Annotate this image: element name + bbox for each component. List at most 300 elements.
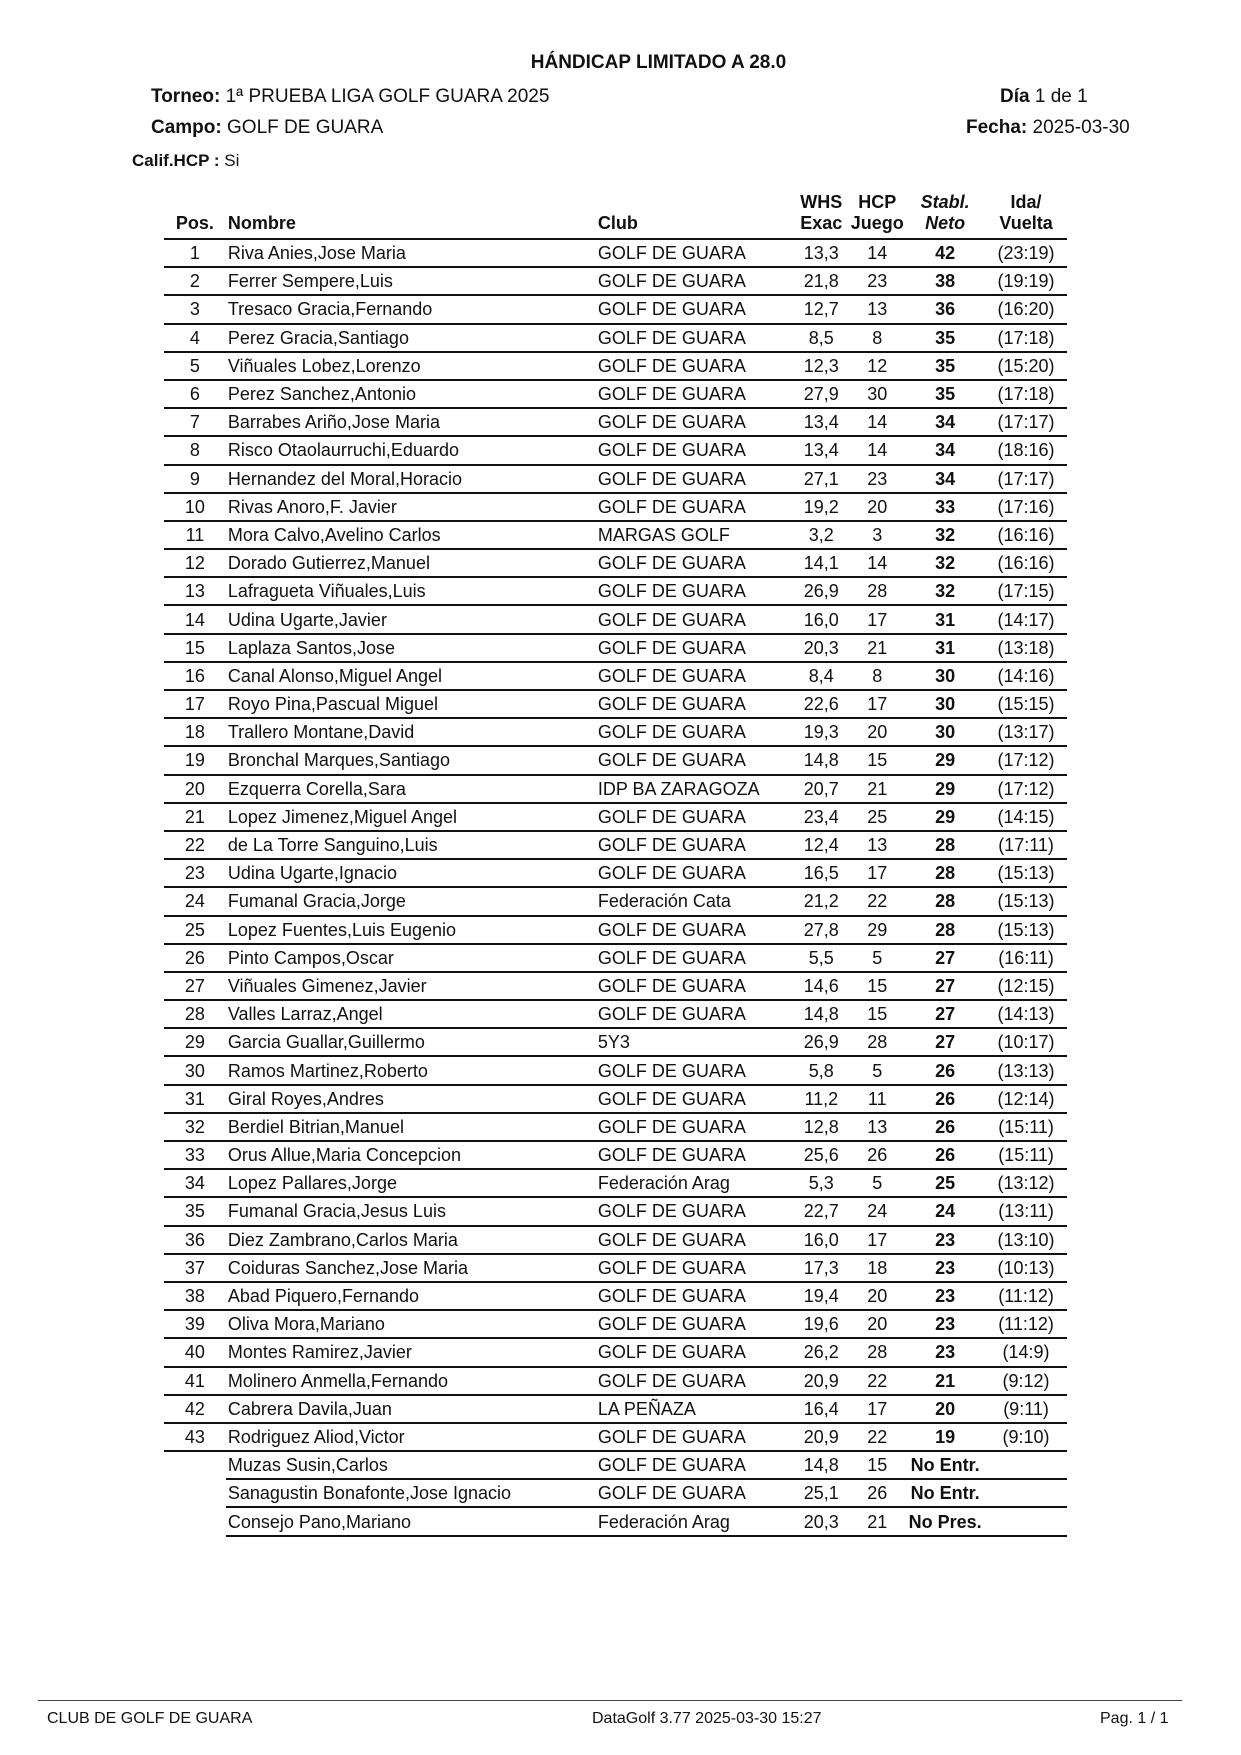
table-row (164, 465, 1067, 493)
cell-neto: 30 (905, 690, 985, 718)
cell-pos: 17 (164, 690, 226, 718)
cell-hcp: 15 (849, 746, 905, 774)
cell-pos: 4 (164, 324, 226, 352)
cell-whs: 26,2 (793, 1338, 849, 1366)
cell-neto: 26 (905, 1085, 985, 1113)
cell-club: GOLF DE GUARA (598, 465, 793, 493)
cell-ida: (12:14) (985, 1085, 1067, 1113)
cell-club: GOLF DE GUARA (598, 1310, 793, 1338)
cell-pos: 26 (164, 944, 226, 972)
fecha-row (966, 117, 1130, 139)
cell-neto: 26 (905, 1113, 985, 1141)
footer-divider (38, 1700, 1182, 1701)
cell-ida: (19:19) (985, 267, 1067, 295)
cell-pos: 35 (164, 1197, 226, 1225)
cell-club: GOLF DE GUARA (598, 1282, 793, 1310)
calif-label: Calif.HCP : (132, 151, 220, 170)
cell-pos: 27 (164, 972, 226, 1000)
cell-hcp: 5 (849, 944, 905, 972)
cell-ida: (16:16) (985, 549, 1067, 577)
cell-name: Lopez Jimenez,Miguel Angel (226, 803, 598, 831)
cell-ida: (10:13) (985, 1254, 1067, 1282)
cell-whs: 20,3 (793, 1507, 849, 1535)
cell-club: 5Y3 (598, 1028, 793, 1056)
cell-ida: (17:17) (985, 465, 1067, 493)
table-row (164, 1169, 1067, 1197)
table-row (164, 1254, 1067, 1282)
table-header-row (164, 181, 1067, 239)
cell-whs: 16,0 (793, 1226, 849, 1254)
cell-club: GOLF DE GUARA (598, 662, 793, 690)
cell-ida: (17:18) (985, 380, 1067, 408)
torneo-label: Torneo: (151, 86, 221, 107)
cell-neto: 27 (905, 944, 985, 972)
cell-neto: 27 (905, 1000, 985, 1028)
table-row (164, 549, 1067, 577)
cell-club: GOLF DE GUARA (598, 803, 793, 831)
cell-hcp: 20 (849, 718, 905, 746)
cell-name: Valles Larraz,Angel (226, 1000, 598, 1028)
cell-name: Berdiel Bitrian,Manuel (226, 1113, 598, 1141)
cell-neto: 25 (905, 1169, 985, 1197)
cell-neto: 20 (905, 1395, 985, 1423)
cell-whs: 23,4 (793, 803, 849, 831)
cell-hcp: 13 (849, 1113, 905, 1141)
cell-hcp: 26 (849, 1479, 905, 1507)
cell-hcp: 24 (849, 1197, 905, 1225)
cell-whs: 22,7 (793, 1197, 849, 1225)
cell-ida (985, 1451, 1067, 1479)
cell-club: Federación Arag (598, 1507, 793, 1535)
cell-hcp: 22 (849, 887, 905, 915)
table-row (164, 1338, 1067, 1366)
cell-hcp: 29 (849, 916, 905, 944)
cell-hcp: 17 (849, 605, 905, 633)
cell-neto: 35 (905, 352, 985, 380)
cell-club: IDP BA ZARAGOZA (598, 775, 793, 803)
cell-pos: 39 (164, 1310, 226, 1338)
campo-label: Campo: (151, 117, 222, 138)
cell-ida: (16:11) (985, 944, 1067, 972)
table-row (164, 775, 1067, 803)
cell-pos: 41 (164, 1367, 226, 1395)
cell-club: GOLF DE GUARA (598, 1056, 793, 1084)
table-row (164, 634, 1067, 662)
cell-ida: (15:20) (985, 352, 1067, 380)
cell-ida: (15:13) (985, 916, 1067, 944)
cell-neto: 32 (905, 577, 985, 605)
cell-neto: 32 (905, 521, 985, 549)
cell-hcp: 21 (849, 1507, 905, 1535)
results-body (164, 239, 1067, 1536)
table-row (164, 746, 1067, 774)
cell-neto: 30 (905, 718, 985, 746)
cell-hcp: 23 (849, 465, 905, 493)
cell-name: Lopez Pallares,Jorge (226, 1169, 598, 1197)
cell-hcp: 30 (849, 380, 905, 408)
cell-hcp: 5 (849, 1056, 905, 1084)
table-row (164, 1113, 1067, 1141)
cell-club: Federación Cata (598, 887, 793, 915)
cell-ida: (15:15) (985, 690, 1067, 718)
cell-ida: (13:11) (985, 1197, 1067, 1225)
cell-name: Royo Pina,Pascual Miguel (226, 690, 598, 718)
cell-club: GOLF DE GUARA (598, 605, 793, 633)
cell-pos: 3 (164, 295, 226, 323)
cell-hcp: 5 (849, 1169, 905, 1197)
cell-whs: 13,4 (793, 408, 849, 436)
cell-neto: 27 (905, 1028, 985, 1056)
cell-pos: 12 (164, 549, 226, 577)
cell-whs: 12,3 (793, 352, 849, 380)
campo-value: GOLF DE GUARA (227, 117, 384, 138)
cell-name: Orus Allue,Maria Concepcion (226, 1141, 598, 1169)
cell-pos: 13 (164, 577, 226, 605)
cell-ida: (13:18) (985, 634, 1067, 662)
cell-name: Udina Ugarte,Javier (226, 605, 598, 633)
cell-pos: 38 (164, 1282, 226, 1310)
table-row (164, 972, 1067, 1000)
cell-name: Lafragueta Viñuales,Luis (226, 577, 598, 605)
fecha-value: 2025-03-30 (1032, 117, 1130, 138)
dia-label: Día (1000, 86, 1030, 107)
cell-hcp: 17 (849, 1226, 905, 1254)
cell-whs: 5,5 (793, 944, 849, 972)
cell-ida: (14:16) (985, 662, 1067, 690)
cell-pos (164, 1507, 226, 1535)
cell-pos: 24 (164, 887, 226, 915)
table-row (164, 803, 1067, 831)
table-row (164, 1282, 1067, 1310)
table-row (164, 1056, 1067, 1084)
table-row (164, 1395, 1067, 1423)
cell-hcp: 20 (849, 493, 905, 521)
cell-name: Cabrera Davila,Juan (226, 1395, 598, 1423)
cell-club: GOLF DE GUARA (598, 324, 793, 352)
cell-whs: 13,4 (793, 436, 849, 464)
cell-neto: 28 (905, 887, 985, 915)
cell-name: Viñuales Lobez,Lorenzo (226, 352, 598, 380)
cell-hcp: 28 (849, 577, 905, 605)
cell-neto: 19 (905, 1423, 985, 1451)
cell-club: GOLF DE GUARA (598, 549, 793, 577)
table-row (164, 916, 1067, 944)
cell-club: GOLF DE GUARA (598, 634, 793, 662)
cell-whs: 21,2 (793, 887, 849, 915)
cell-pos: 33 (164, 1141, 226, 1169)
cell-whs: 14,1 (793, 549, 849, 577)
cell-name: Tresaco Gracia,Fernando (226, 295, 598, 323)
cell-pos: 21 (164, 803, 226, 831)
cell-name: Pinto Campos,Oscar (226, 944, 598, 972)
cell-pos: 8 (164, 436, 226, 464)
cell-neto: 26 (905, 1141, 985, 1169)
cell-whs: 20,3 (793, 634, 849, 662)
cell-neto: 29 (905, 775, 985, 803)
dia-row (1000, 86, 1088, 108)
table-row (164, 1000, 1067, 1028)
cell-ida: (13:12) (985, 1169, 1067, 1197)
table-row (164, 1310, 1067, 1338)
cell-whs: 12,8 (793, 1113, 849, 1141)
cell-hcp: 11 (849, 1085, 905, 1113)
cell-name: Udina Ugarte,Ignacio (226, 859, 598, 887)
cell-pos: 40 (164, 1338, 226, 1366)
cell-neto: 31 (905, 605, 985, 633)
cell-pos: 16 (164, 662, 226, 690)
cell-name: Coiduras Sanchez,Jose Maria (226, 1254, 598, 1282)
cell-hcp: 17 (849, 859, 905, 887)
cell-ida: (13:17) (985, 718, 1067, 746)
cell-neto: 30 (905, 662, 985, 690)
cell-neto: 29 (905, 803, 985, 831)
cell-hcp: 21 (849, 634, 905, 662)
cell-pos: 18 (164, 718, 226, 746)
cell-pos (164, 1479, 226, 1507)
cell-hcp: 14 (849, 239, 905, 267)
cell-whs: 19,3 (793, 718, 849, 746)
table-row (164, 944, 1067, 972)
table-row (164, 1451, 1067, 1479)
cell-ida: (17:12) (985, 746, 1067, 774)
cell-ida: (14:15) (985, 803, 1067, 831)
table-row (164, 605, 1067, 633)
table-row (164, 521, 1067, 549)
cell-whs: 8,4 (793, 662, 849, 690)
cell-ida: (15:11) (985, 1113, 1067, 1141)
cell-ida: (9:10) (985, 1423, 1067, 1451)
cell-pos: 20 (164, 775, 226, 803)
cell-name: Laplaza Santos,Jose (226, 634, 598, 662)
cell-name: Trallero Montane,David (226, 718, 598, 746)
cell-club: GOLF DE GUARA (598, 1000, 793, 1028)
cell-club: GOLF DE GUARA (598, 239, 793, 267)
cell-ida: (23:19) (985, 239, 1067, 267)
cell-neto: 38 (905, 267, 985, 295)
cell-ida: (11:12) (985, 1282, 1067, 1310)
cell-ida: (17:15) (985, 577, 1067, 605)
cell-whs: 25,1 (793, 1479, 849, 1507)
cell-hcp: 12 (849, 352, 905, 380)
table-row (164, 408, 1067, 436)
cell-hcp: 22 (849, 1423, 905, 1451)
cell-name: Canal Alonso,Miguel Angel (226, 662, 598, 690)
col-neto-header: Stabl. Neto (905, 181, 985, 239)
cell-hcp: 14 (849, 549, 905, 577)
cell-pos: 29 (164, 1028, 226, 1056)
cell-club: GOLF DE GUARA (598, 831, 793, 859)
cell-hcp: 17 (849, 1395, 905, 1423)
cell-pos: 43 (164, 1423, 226, 1451)
cell-pos: 34 (164, 1169, 226, 1197)
cell-hcp: 28 (849, 1338, 905, 1366)
cell-neto: 23 (905, 1282, 985, 1310)
cell-ida: (14:13) (985, 1000, 1067, 1028)
cell-whs: 5,8 (793, 1056, 849, 1084)
col-pos-header: Pos. (164, 181, 226, 239)
calif-value: Si (224, 151, 240, 170)
cell-pos: 22 (164, 831, 226, 859)
cell-neto: 42 (905, 239, 985, 267)
cell-name: Perez Gracia,Santiago (226, 324, 598, 352)
cell-neto: 26 (905, 1056, 985, 1084)
cell-pos: 28 (164, 1000, 226, 1028)
cell-club: GOLF DE GUARA (598, 916, 793, 944)
cell-neto: No Entr. (905, 1479, 985, 1507)
cell-neto: 23 (905, 1338, 985, 1366)
cell-hcp: 18 (849, 1254, 905, 1282)
cell-whs: 26,9 (793, 577, 849, 605)
table-row (164, 1197, 1067, 1225)
cell-club: GOLF DE GUARA (598, 436, 793, 464)
cell-pos: 42 (164, 1395, 226, 1423)
cell-club: GOLF DE GUARA (598, 1113, 793, 1141)
cell-name: de La Torre Sanguino,Luis (226, 831, 598, 859)
cell-name: Rivas Anoro,F. Javier (226, 493, 598, 521)
table-row (164, 352, 1067, 380)
cell-ida: (14:17) (985, 605, 1067, 633)
calif-row (132, 151, 239, 171)
cell-neto: 28 (905, 831, 985, 859)
torneo-row (151, 86, 549, 108)
table-row (164, 1423, 1067, 1451)
cell-neto: 32 (905, 549, 985, 577)
cell-neto: No Entr. (905, 1451, 985, 1479)
cell-pos: 10 (164, 493, 226, 521)
cell-whs: 25,6 (793, 1141, 849, 1169)
cell-whs: 14,6 (793, 972, 849, 1000)
cell-whs: 27,9 (793, 380, 849, 408)
cell-pos: 6 (164, 380, 226, 408)
cell-neto: 23 (905, 1226, 985, 1254)
cell-ida: (15:13) (985, 859, 1067, 887)
report-title: HÁNDICAP LIMITADO A 28.0 (530, 52, 787, 73)
table-row (164, 718, 1067, 746)
table-row (164, 493, 1067, 521)
cell-ida: (17:11) (985, 831, 1067, 859)
cell-name: Ferrer Sempere,Luis (226, 267, 598, 295)
cell-hcp: 13 (849, 831, 905, 859)
cell-whs: 13,3 (793, 239, 849, 267)
cell-neto: 28 (905, 859, 985, 887)
cell-club: GOLF DE GUARA (598, 1423, 793, 1451)
cell-neto: No Pres. (905, 1507, 985, 1535)
cell-neto: 35 (905, 380, 985, 408)
cell-name: Lopez Fuentes,Luis Eugenio (226, 916, 598, 944)
cell-club: MARGAS GOLF (598, 521, 793, 549)
cell-club: GOLF DE GUARA (598, 859, 793, 887)
cell-pos: 1 (164, 239, 226, 267)
cell-name: Viñuales Gimenez,Javier (226, 972, 598, 1000)
cell-club: GOLF DE GUARA (598, 1479, 793, 1507)
cell-club: GOLF DE GUARA (598, 972, 793, 1000)
cell-name: Ezquerra Corella,Sara (226, 775, 598, 803)
cell-neto: 29 (905, 746, 985, 774)
cell-hcp: 8 (849, 662, 905, 690)
cell-club: GOLF DE GUARA (598, 1197, 793, 1225)
cell-name: Perez Sanchez,Antonio (226, 380, 598, 408)
cell-pos (164, 1451, 226, 1479)
cell-name: Montes Ramirez,Javier (226, 1338, 598, 1366)
cell-whs: 14,8 (793, 1451, 849, 1479)
cell-pos: 2 (164, 267, 226, 295)
cell-club: GOLF DE GUARA (598, 1226, 793, 1254)
cell-ida: (17:18) (985, 324, 1067, 352)
cell-club: GOLF DE GUARA (598, 1254, 793, 1282)
cell-name: Garcia Guallar,Guillermo (226, 1028, 598, 1056)
cell-neto: 24 (905, 1197, 985, 1225)
table-row (164, 577, 1067, 605)
cell-club: Federación Arag (598, 1169, 793, 1197)
cell-whs: 14,8 (793, 746, 849, 774)
cell-ida: (11:12) (985, 1310, 1067, 1338)
cell-hcp: 23 (849, 267, 905, 295)
cell-name: Rodriguez Aliod,Victor (226, 1423, 598, 1451)
cell-hcp: 28 (849, 1028, 905, 1056)
cell-ida: (12:15) (985, 972, 1067, 1000)
cell-whs: 17,3 (793, 1254, 849, 1282)
cell-club: GOLF DE GUARA (598, 1338, 793, 1366)
table-row (164, 436, 1067, 464)
table-row (164, 662, 1067, 690)
cell-pos: 19 (164, 746, 226, 774)
cell-name: Barrabes Ariño,Jose Maria (226, 408, 598, 436)
cell-name: Muzas Susin,Carlos (226, 1451, 598, 1479)
cell-neto: 35 (905, 324, 985, 352)
table-row (164, 380, 1067, 408)
cell-name: Ramos Martinez,Roberto (226, 1056, 598, 1084)
cell-pos: 30 (164, 1056, 226, 1084)
torneo-value: 1ª PRUEBA LIGA GOLF GUARA 2025 (225, 86, 550, 107)
cell-whs: 14,8 (793, 1000, 849, 1028)
table-row (164, 324, 1067, 352)
col-whs-header: WHS Exac (793, 181, 849, 239)
table-row (164, 1367, 1067, 1395)
cell-whs: 16,0 (793, 605, 849, 633)
cell-neto: 23 (905, 1310, 985, 1338)
table-row (164, 267, 1067, 295)
cell-ida: (13:13) (985, 1056, 1067, 1084)
cell-whs: 5,3 (793, 1169, 849, 1197)
cell-whs: 22,6 (793, 690, 849, 718)
results-table (164, 181, 1067, 1537)
table-row (164, 887, 1067, 915)
cell-neto: 28 (905, 916, 985, 944)
cell-neto: 34 (905, 408, 985, 436)
cell-club: GOLF DE GUARA (598, 380, 793, 408)
cell-name: Sanagustin Bonafonte,Jose Ignacio (226, 1479, 598, 1507)
cell-ida: (15:13) (985, 887, 1067, 915)
cell-hcp: 15 (849, 1000, 905, 1028)
cell-ida: (16:20) (985, 295, 1067, 323)
cell-ida (985, 1507, 1067, 1535)
cell-pos: 31 (164, 1085, 226, 1113)
cell-club: GOLF DE GUARA (598, 718, 793, 746)
cell-club: GOLF DE GUARA (598, 1141, 793, 1169)
cell-whs: 12,7 (793, 295, 849, 323)
cell-hcp: 14 (849, 436, 905, 464)
cell-neto: 23 (905, 1254, 985, 1282)
cell-hcp: 8 (849, 324, 905, 352)
footer-club: CLUB DE GOLF DE GUARA (47, 1710, 253, 1727)
cell-pos: 23 (164, 859, 226, 887)
cell-hcp: 21 (849, 775, 905, 803)
cell-hcp: 20 (849, 1310, 905, 1338)
cell-name: Giral Royes,Andres (226, 1085, 598, 1113)
cell-pos: 14 (164, 605, 226, 633)
cell-whs: 8,5 (793, 324, 849, 352)
cell-hcp: 25 (849, 803, 905, 831)
